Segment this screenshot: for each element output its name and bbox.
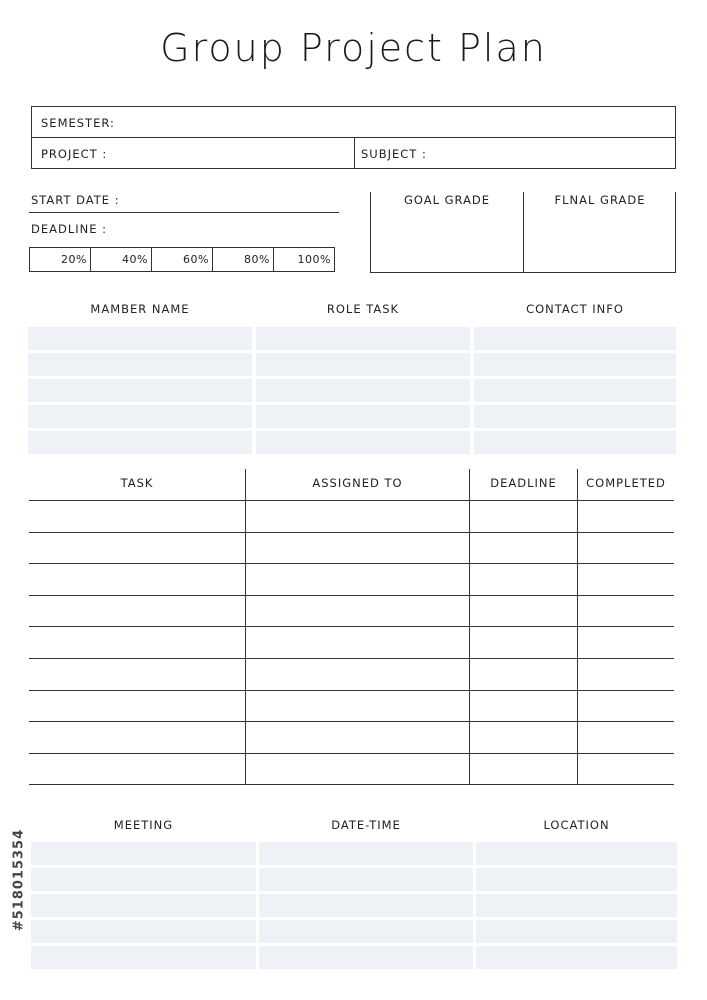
- meeting-cell[interactable]: [31, 946, 256, 969]
- member-cell[interactable]: [256, 431, 470, 454]
- stock-id-text: #518015354: [11, 828, 27, 932]
- assigned-to-header: ASSIGNED TO: [312, 476, 403, 490]
- member-cell[interactable]: [256, 353, 470, 376]
- member-cell[interactable]: [474, 353, 676, 376]
- member-cell[interactable]: [474, 405, 676, 428]
- deadline-label: DEADLINE :: [31, 222, 108, 236]
- meeting-cell[interactable]: [476, 894, 677, 917]
- task-row[interactable]: [29, 533, 674, 564]
- meeting-cell[interactable]: [476, 842, 677, 865]
- member-cell[interactable]: [28, 353, 252, 376]
- project-label: PROJECT :: [41, 147, 108, 161]
- box-divider: [354, 138, 355, 169]
- task-row[interactable]: [29, 596, 674, 627]
- meeting-cell[interactable]: [259, 842, 473, 865]
- meeting-header: MEETING: [113, 818, 174, 832]
- member-cell[interactable]: [256, 327, 470, 350]
- member-cell[interactable]: [28, 405, 252, 428]
- meeting-cell[interactable]: [31, 868, 256, 891]
- progress-60[interactable]: 60%: [152, 248, 213, 271]
- meeting-cell[interactable]: [259, 868, 473, 891]
- member-cell[interactable]: [28, 327, 252, 350]
- final-grade-label: FLNAL GRADE: [554, 193, 646, 207]
- semester-label: SEMESTER:: [41, 116, 115, 130]
- grades-box: [370, 192, 676, 273]
- location-header: LOCATION: [543, 818, 610, 832]
- semester-project-box: [31, 106, 676, 169]
- meeting-cell[interactable]: [259, 894, 473, 917]
- task-row[interactable]: [29, 754, 674, 785]
- stock-id-watermark: [6, 770, 32, 990]
- progress-40[interactable]: 40%: [91, 248, 152, 271]
- meeting-cell[interactable]: [476, 920, 677, 943]
- meeting-cell[interactable]: [476, 868, 677, 891]
- member-cell[interactable]: [256, 379, 470, 402]
- member-cell[interactable]: [474, 327, 676, 350]
- meeting-cell[interactable]: [31, 920, 256, 943]
- task-row[interactable]: [29, 627, 674, 658]
- task-row[interactable]: [29, 691, 674, 722]
- subject-label: SUBJECT :: [361, 147, 427, 161]
- meeting-cell[interactable]: [476, 946, 677, 969]
- start-date-label: START DATE :: [31, 193, 120, 207]
- date-time-header: DATE-TIME: [331, 818, 401, 832]
- task-row[interactable]: [29, 501, 674, 532]
- progress-20[interactable]: 20%: [30, 248, 91, 271]
- progress-80[interactable]: 80%: [213, 248, 274, 271]
- member-cell[interactable]: [474, 431, 676, 454]
- meeting-cell[interactable]: [259, 920, 473, 943]
- meeting-cell[interactable]: [31, 842, 256, 865]
- task-row[interactable]: [29, 722, 674, 753]
- semester-row[interactable]: [32, 107, 675, 138]
- member-cell[interactable]: [474, 379, 676, 402]
- member-cell[interactable]: [256, 405, 470, 428]
- member-name-header: MAMBER NAME: [90, 302, 190, 316]
- member-cell[interactable]: [28, 379, 252, 402]
- contact-info-header: CONTACT INFO: [526, 302, 624, 316]
- task-row[interactable]: [29, 659, 674, 690]
- task-row[interactable]: [29, 564, 674, 595]
- task-header: TASK: [120, 476, 154, 490]
- role-task-header: ROLE TASK: [326, 302, 400, 316]
- meeting-cell[interactable]: [31, 894, 256, 917]
- meeting-cell[interactable]: [259, 946, 473, 969]
- progress-100[interactable]: 100%: [297, 253, 331, 266]
- deadline-header: DEADLINE: [490, 476, 557, 490]
- goal-grade-label: GOAL GRADE: [403, 193, 491, 207]
- completed-header: COMPLETED: [586, 476, 666, 490]
- page-title: Group Project Plan: [160, 26, 547, 70]
- progress-tracker: [29, 247, 335, 272]
- member-cell[interactable]: [28, 431, 252, 454]
- start-date-line[interactable]: [29, 212, 339, 213]
